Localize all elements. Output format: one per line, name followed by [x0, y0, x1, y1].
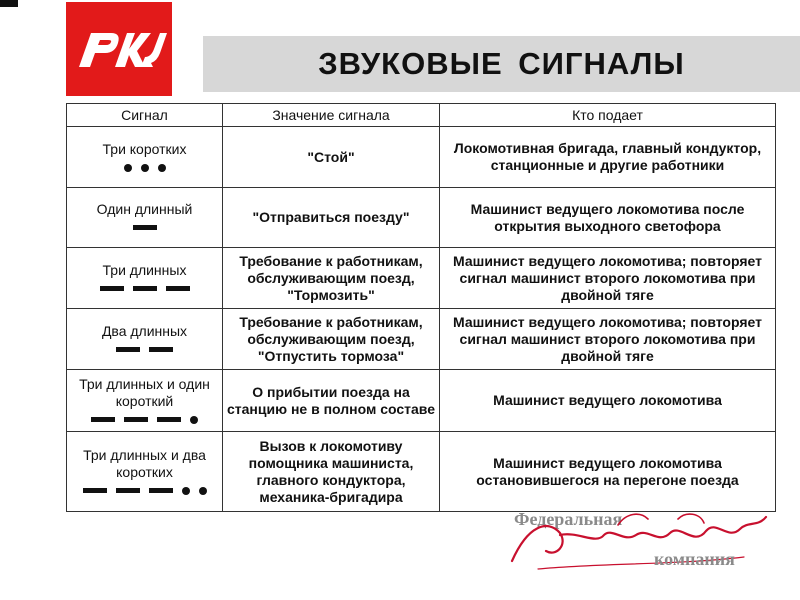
short-signal-dot: [158, 164, 166, 172]
meaning-cell: Вызов к локомотиву помощника машиниста, главного кондуктора, механика-бригадира: [223, 432, 440, 512]
who-cell: Машинист ведущего локомотива после открытия выходного светофора: [440, 188, 776, 248]
table-row: [67, 248, 776, 309]
long-signal-dash: [133, 225, 157, 230]
table-row: [67, 127, 776, 188]
signal-pattern: [115, 344, 174, 356]
long-signal-dash: [157, 417, 181, 422]
meaning-cell: О прибытии поезда на станцию не в полном составе: [223, 370, 440, 432]
header-meaning: Значение сигнала: [223, 104, 440, 127]
signal-pattern: [99, 283, 191, 295]
short-signal-dot: [124, 164, 132, 172]
corner-mark: [0, 0, 18, 7]
table-header-row: [67, 104, 776, 127]
short-signal-dot: [199, 487, 207, 495]
signal-name: Три коротких: [102, 140, 187, 157]
long-signal-dash: [116, 347, 140, 352]
signal-pattern: [82, 485, 208, 497]
header-who: Кто подает: [440, 104, 776, 127]
signal-name: Три длинных и один короткий: [79, 375, 210, 409]
long-signal-dash: [116, 488, 140, 493]
page-title: ЗВУКОВЫЕ СИГНАЛЫ: [318, 46, 685, 81]
who-cell: Машинист ведущего локомотива; повторяет сигнал машинист второго локомотива при двойной тяге: [440, 309, 776, 370]
signal-pattern: [132, 222, 158, 234]
short-signal-dot: [190, 416, 198, 424]
signal-cell: [67, 127, 223, 188]
signal-name: Два длинных: [101, 322, 188, 339]
signal-cell: [67, 188, 223, 248]
who-cell: Машинист ведущего локомотива; повторяет сигнал машинист второго локомотива при двойной тяге: [440, 248, 776, 309]
rzd-logo: [66, 2, 172, 96]
signal-name: Три длинных: [102, 261, 187, 278]
signal-pattern: [90, 414, 199, 426]
signal-cell: [67, 248, 223, 309]
long-signal-dash: [133, 286, 157, 291]
signal-name: Три длинных и два коротких: [83, 446, 206, 480]
meaning-cell: Требование к работникам, обслуживающим поезд, "Отпустить тормоза": [223, 309, 440, 370]
header-signal: Сигнал: [67, 104, 223, 127]
short-signal-dot: [182, 487, 190, 495]
who-cell: Локомотивная бригада, главный кондуктор, станционные и другие работники: [440, 127, 776, 188]
meaning-cell: "Отправиться поезду": [223, 188, 440, 248]
long-signal-dash: [149, 488, 173, 493]
short-signal-dot: [141, 164, 149, 172]
rzd-logo-icon: [71, 21, 167, 77]
table-row: [67, 309, 776, 370]
long-signal-dash: [166, 286, 190, 291]
meaning-cell: "Стой": [223, 127, 440, 188]
brand-line2: компания: [654, 549, 735, 569]
who-cell: Машинист ведущего локомотива: [440, 370, 776, 432]
long-signal-dash: [149, 347, 173, 352]
signal-pattern: [123, 162, 167, 174]
signal-cell: [67, 432, 223, 512]
long-signal-dash: [124, 417, 148, 422]
title-bar: [203, 36, 800, 92]
long-signal-dash: [100, 286, 124, 291]
long-signal-dash: [83, 488, 107, 493]
brand-line1: Федеральная: [514, 509, 623, 529]
who-cell: Машинист ведущего локомотива остановившегося на перегоне поезда: [440, 432, 776, 512]
signal-name: Один длинный: [96, 201, 193, 217]
signal-cell: [67, 370, 223, 432]
fpk-brand-logo: [508, 505, 770, 577]
meaning-cell: Требование к работникам, обслуживающим поезд, "Тормозить": [223, 248, 440, 309]
table-row: [67, 370, 776, 432]
table-row: [67, 188, 776, 248]
signals-table: [66, 103, 776, 512]
long-signal-dash: [91, 417, 115, 422]
signal-cell: [67, 309, 223, 370]
table-row: [67, 432, 776, 512]
